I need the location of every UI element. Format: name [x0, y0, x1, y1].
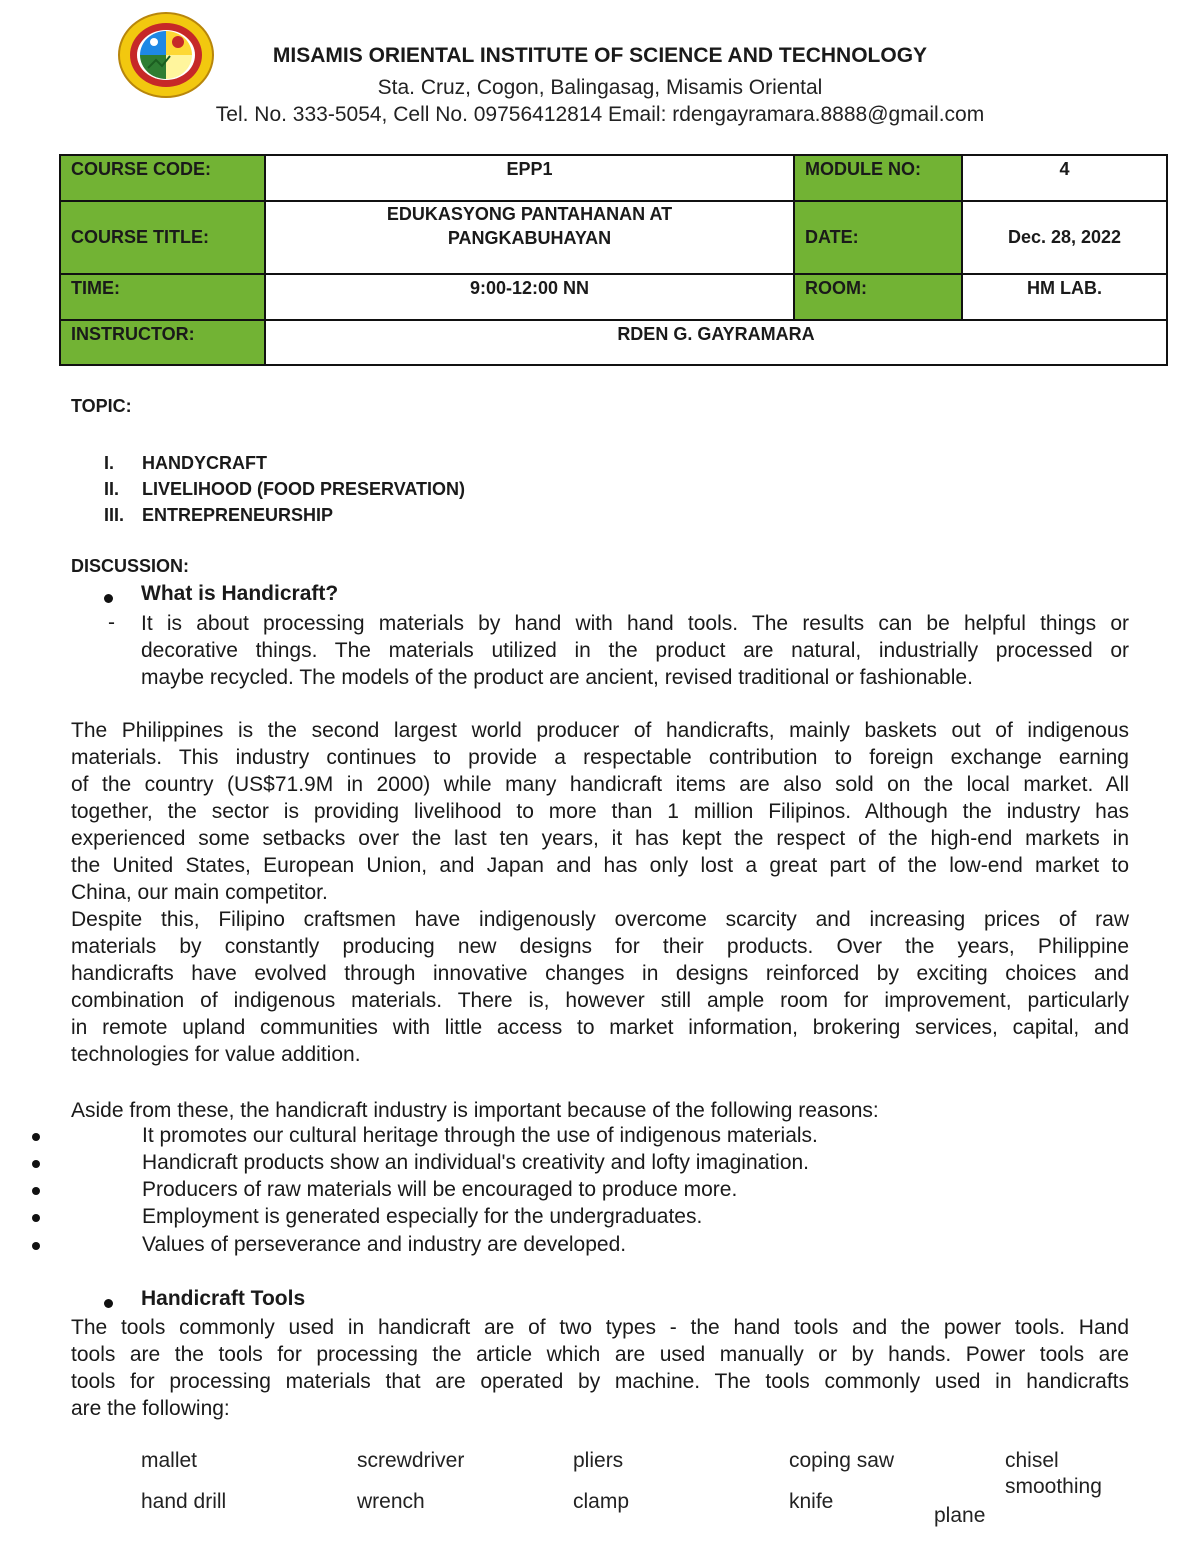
dash-marker: - [108, 611, 115, 634]
handicraft-tools-heading: Handicraft Tools [141, 1287, 306, 1310]
paragraph-line: are the following: [71, 1397, 230, 1420]
paragraph-line: in remote upland communities with little access to market information, brokering services, capital, and [71, 1016, 1129, 1039]
topic-text: ENTREPRENEURSHIP [142, 505, 334, 525]
bullet-icon [104, 590, 113, 608]
bullet-icon [32, 1242, 40, 1250]
topic-item [104, 450, 465, 476]
reason-item [32, 1233, 1032, 1260]
reason-text: Employment is generated especially for the undergraduates. [142, 1205, 703, 1228]
tool-item: knife [789, 1490, 834, 1513]
topic-num: III. [104, 505, 125, 525]
paragraph-line: the United States, European Union, and Japan and has only lost a great part of the low-end market to [71, 854, 1129, 877]
topic-text: LIVELIHOOD (FOOD PRESERVATION) [142, 479, 466, 499]
module-label: MODULE NO: [794, 155, 962, 201]
definition-line: It is about processing materials by hand with hand tools. The results can be helpful things or [141, 612, 1129, 635]
reason-text: Handicraft products show an individual's creativity and lofty imagination. [142, 1151, 810, 1174]
bullet-icon [32, 1133, 40, 1141]
tool-item: wrench [357, 1490, 425, 1513]
instructor-value: RDEN G. GAYRAMARA [265, 320, 1167, 365]
paragraph-line: Despite this, Filipino craftsmen have indigenously overcome scarcity and increasing prices of raw [71, 908, 1129, 931]
tool-item: mallet [141, 1449, 198, 1472]
tool-item: smoothing [1005, 1475, 1102, 1498]
tools-paragraph [71, 1314, 1129, 1422]
paragraph-line: experienced some setbacks over the last ten years, it has kept the respect of the high-end markets in [71, 827, 1129, 850]
paragraph-line: handicrafts have evolved through innovative changes in designs reinforced by exciting choices and [71, 962, 1129, 985]
school-name: MISAMIS ORIENTAL INSTITUTE OF SCIENCE AND TECHNOLOGY [272, 44, 928, 67]
reasons-intro: Aside from these, the handicraft industry is important because of the following reasons: [71, 1099, 879, 1122]
date-value: Dec. 28, 2022 [962, 201, 1167, 274]
course-code-label: COURSE CODE: [60, 155, 265, 201]
bullet-icon [32, 1187, 40, 1195]
room-label: ROOM: [794, 274, 962, 320]
instructor-label: INSTRUCTOR: [60, 320, 265, 365]
time-label: TIME: [60, 274, 265, 320]
paragraph-line: together, the sector is providing livelihood to more than 1 million Filipinos. Although the industry has [71, 800, 1129, 823]
course-title-label: COURSE TITLE: [60, 201, 265, 274]
tool-item: chisel [1005, 1449, 1059, 1472]
paragraph-line: The tools commonly used in handicraft are of two types - the hand tools and the power tools. Hand [71, 1316, 1129, 1339]
paragraph-line: tools for processing materials that are operated by machine. The tools commonly used in handicrafts [71, 1370, 1129, 1393]
reason-item [32, 1178, 1032, 1205]
topic-num: II. [104, 479, 120, 499]
reason-item [32, 1205, 1032, 1232]
room-value: HM LAB. [962, 274, 1167, 320]
topic-text: HANDYCRAFT [142, 453, 267, 473]
reason-text: Values of perseverance and industry are developed. [142, 1233, 627, 1256]
bullet-icon [32, 1160, 40, 1168]
question-what-is-handicraft: What is Handicraft? [141, 582, 339, 605]
paragraph-line: combination of indigenous materials. There is, however still ample room for improvement, particularly [71, 989, 1129, 1012]
tool-item: pliers [573, 1449, 624, 1472]
school-contact: Tel. No. 333-5054, Cell No. 09756412814 Email: rdengayramara.8888@gmail.com [215, 103, 985, 126]
topic-heading: TOPIC: [71, 396, 132, 416]
time-value: 9:00-12:00 NN [265, 274, 794, 320]
reason-text: Producers of raw materials will be encouraged to produce more. [142, 1178, 738, 1201]
paragraph-line: The Philippines is the second largest world producer of handicrafts, mainly baskets out of indigenous [71, 719, 1129, 742]
tool-item: hand drill [141, 1490, 227, 1513]
tool-item: plane [934, 1504, 986, 1527]
topic-list [104, 450, 465, 528]
course-title-line2: PANGKABUHAYAN [447, 228, 612, 248]
reason-item [32, 1151, 1032, 1178]
philippines-paragraph [71, 717, 1129, 1068]
paragraph-line: China, our main competitor. [71, 881, 328, 904]
definition-line: maybe recycled. The models of the product are ancient, revised traditional or fashionable. [141, 666, 973, 689]
reason-item [32, 1124, 1032, 1151]
paragraph-line: tools are the tools for processing the article which are used manually or by hands. Power tools are [71, 1343, 1129, 1366]
tool-item: screwdriver [357, 1449, 465, 1472]
topic-item [104, 476, 465, 502]
school-address: Sta. Cruz, Cogon, Balingasag, Misamis Oriental [377, 76, 823, 99]
discussion-heading: DISCUSSION: [71, 556, 190, 576]
bullet-icon [32, 1214, 40, 1222]
tool-item: coping saw [789, 1449, 895, 1472]
module-value: 4 [962, 155, 1167, 201]
reason-text: It promotes our cultural heritage through the use of indigenous materials. [142, 1124, 818, 1147]
paragraph-line: technologies for value addition. [71, 1043, 361, 1066]
course-title-value [265, 201, 794, 274]
paragraph-line: materials by constantly producing new designs for their products. Over the years, Philippine [71, 935, 1129, 958]
course-title-line1: EDUKASYONG PANTAHANAN AT [386, 204, 673, 224]
course-code-value: EPP1 [265, 155, 794, 201]
topic-num: I. [104, 453, 115, 473]
date-label: DATE: [794, 201, 962, 274]
paragraph-line: materials. This industry continues to provide a respectable contribution to foreign exchange earning [71, 746, 1129, 769]
topic-item [104, 502, 465, 528]
course-info-table [59, 154, 1168, 366]
handicraft-definition [141, 610, 1129, 691]
definition-line: decorative things. The materials utilized in the product are natural, industrially processed or [141, 639, 1129, 662]
tool-item: clamp [573, 1490, 630, 1513]
paragraph-line: of the country (US$71.9M in 2000) while many handicraft items are also sold on the local market. All [71, 773, 1129, 796]
bullet-icon [104, 1295, 113, 1313]
